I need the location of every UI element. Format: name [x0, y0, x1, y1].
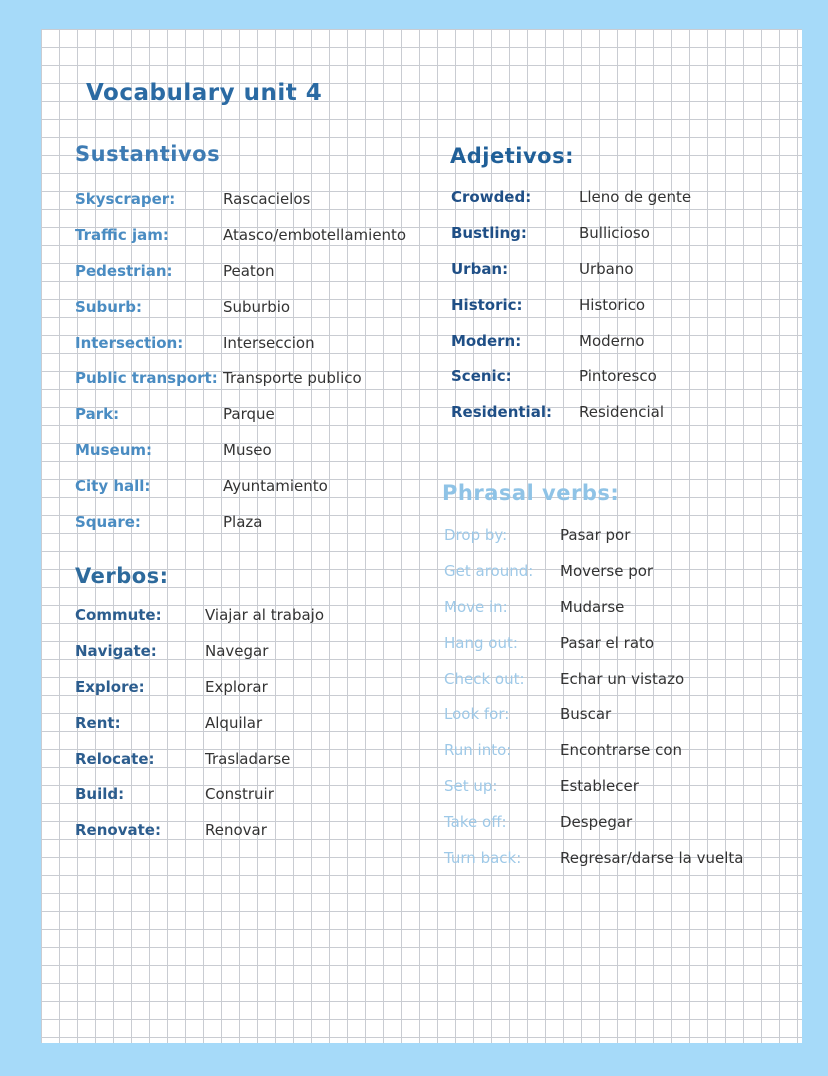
english-term: Turn back: [444, 849, 522, 868]
english-term: Run into: [444, 741, 512, 760]
spanish-translation: Interseccion [223, 333, 315, 352]
english-term: Skyscraper: [75, 190, 176, 208]
spanish-translation: Peaton [223, 261, 275, 280]
spanish-translation: Viajar al trabajo [205, 606, 325, 624]
english-term: City hall: [75, 477, 151, 496]
english-term: Look for: [444, 705, 510, 724]
heading-adjetivos: Adjetivos: [450, 144, 574, 168]
spanish-translation: Regresar/darse la vuelta [560, 849, 744, 868]
english-term: Move in: [444, 597, 508, 616]
english-term: Residential: [451, 403, 552, 422]
english-term: Modern: [451, 331, 522, 350]
english-term: Rent: [75, 713, 121, 732]
page-title: Vocabulary unit 4 [86, 80, 323, 106]
spanish-translation: Alquilar [205, 713, 263, 732]
heading-phrasal-verbs: Phrasal verbs: [442, 481, 620, 505]
heading-verbos: Verbos: [75, 564, 169, 588]
english-term: Relocate: [75, 749, 155, 768]
spanish-translation: Encontrarse con [560, 741, 683, 760]
spanish-translation: Bullicioso [579, 223, 650, 242]
english-term: Get around: [444, 561, 534, 580]
english-term: Crowded: [451, 188, 532, 206]
english-term: Scenic: [451, 367, 512, 386]
spanish-translation: Historico [579, 295, 646, 314]
english-term: Build: [75, 785, 125, 804]
english-term: Explore: [75, 677, 145, 696]
spanish-translation: Construir [205, 785, 274, 804]
spanish-translation: Explorar [205, 677, 268, 696]
spanish-translation: Ayuntamiento [223, 477, 328, 496]
english-term: Intersection: [75, 333, 184, 352]
spanish-translation: Rascacielos [223, 190, 311, 208]
english-term: Bustling: [451, 223, 527, 242]
grid-paper-page [41, 29, 802, 1043]
spanish-translation: Establecer [560, 777, 639, 796]
english-term: Urban: [451, 259, 509, 278]
spanish-translation: Plaza [223, 513, 263, 532]
english-term: Navigate: [75, 641, 157, 660]
english-term: Take off: [444, 813, 507, 832]
english-term: Traffic jam: [75, 225, 169, 244]
english-term: Drop by: [444, 526, 508, 544]
spanish-translation: Navegar [205, 641, 269, 660]
english-term: Square: [75, 513, 141, 532]
english-term: Historic: [451, 295, 523, 314]
spanish-translation: Pintoresco [579, 367, 657, 386]
spanish-translation: Residencial [579, 403, 664, 422]
spanish-translation: Buscar [560, 705, 612, 724]
english-term: Commute: [75, 606, 162, 624]
spanish-translation: Mudarse [560, 597, 625, 616]
spanish-translation: Parque [223, 405, 275, 424]
spanish-translation: Transporte publico [223, 369, 362, 388]
english-term: Public transport: [75, 369, 218, 388]
english-term: Park: [75, 405, 120, 424]
spanish-translation: Moverse por [560, 561, 654, 580]
english-term: Museum: [75, 441, 153, 460]
heading-sustantivos: Sustantivos [75, 142, 221, 166]
spanish-translation: Pasar por [560, 526, 631, 544]
spanish-translation: Urbano [579, 259, 634, 278]
spanish-translation: Renovar [205, 821, 267, 840]
spanish-translation: Moderno [579, 331, 645, 350]
english-term: Pedestrian: [75, 261, 173, 280]
english-term: Suburb: [75, 297, 143, 316]
spanish-translation: Pasar el rato [560, 633, 655, 652]
spanish-translation: Despegar [560, 813, 633, 832]
english-term: Set up: [444, 777, 498, 796]
spanish-translation: Suburbio [223, 297, 291, 316]
spanish-translation: Trasladarse [205, 749, 291, 768]
spanish-translation: Atasco/embotellamiento [223, 225, 407, 244]
english-term: Renovate: [75, 821, 161, 840]
spanish-translation: Museo [223, 441, 272, 460]
english-term: Hang out: [444, 633, 518, 652]
spanish-translation: Lleno de gente [579, 188, 692, 206]
spanish-translation: Echar un vistazo [560, 669, 685, 688]
english-term: Check out: [444, 669, 525, 688]
